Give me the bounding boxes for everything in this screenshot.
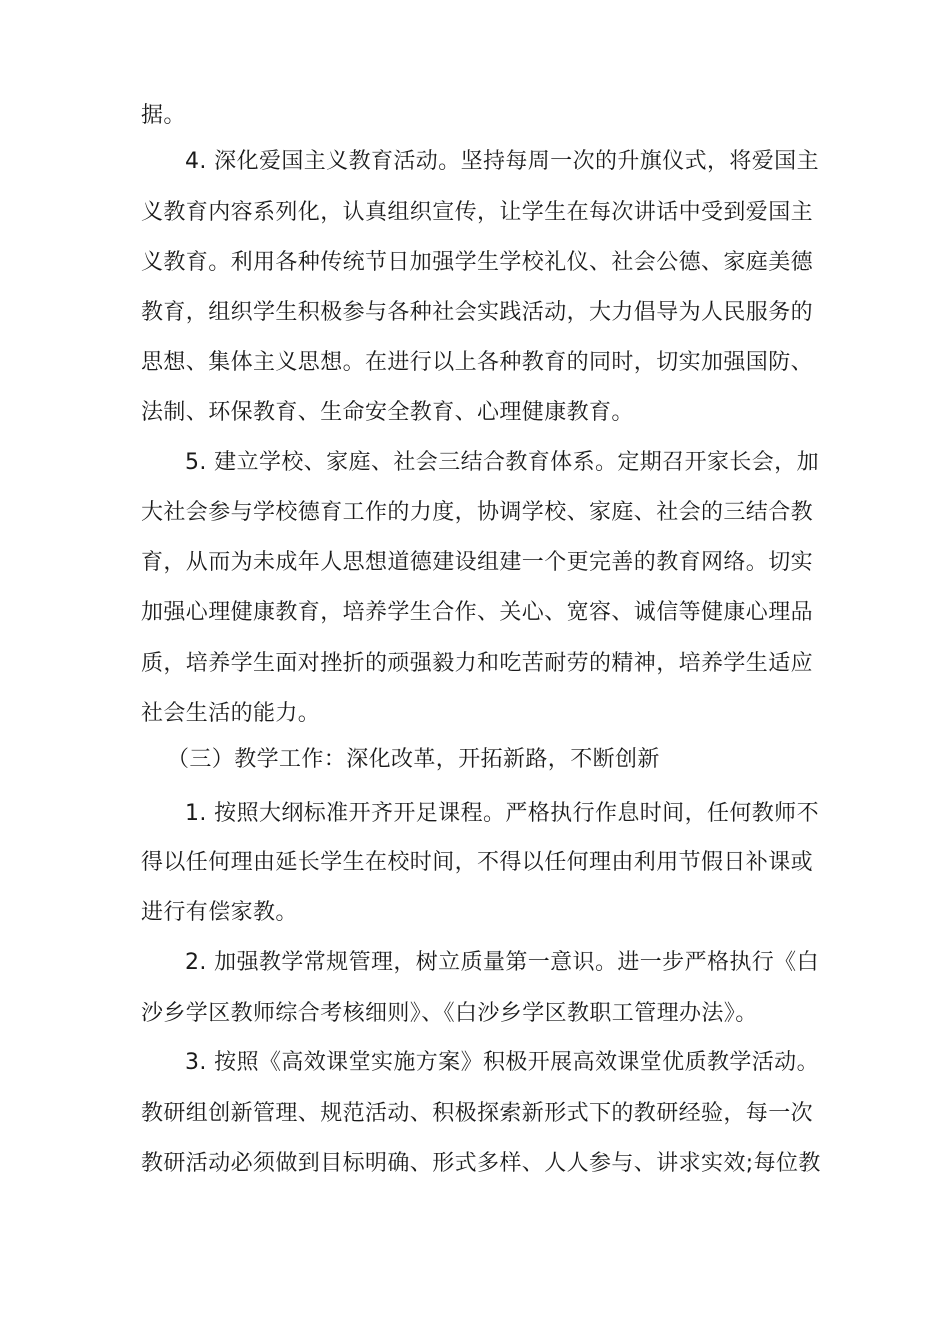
paragraph-line: 进行有偿家教。	[141, 900, 298, 925]
section-heading: （三）教学工作：深化改革，开拓新路，不断创新	[167, 747, 660, 772]
paragraph-line: 3. 按照《高效课堂实施方案》积极开展高效课堂优质教学活动。	[185, 1050, 819, 1075]
paragraph-line: 义教育。利用各种传统节日加强学生学校礼仪、社会公德、家庭美德	[141, 250, 814, 275]
paragraph-line: 2. 加强教学常规管理，树立质量第一意识。进一步严格执行《白	[185, 950, 819, 975]
paragraph-line: 教育，组织学生积极参与各种社会实践活动，大力倡导为人民服务的	[141, 300, 814, 325]
paragraph-line: 得以任何理由延长学生在校时间，不得以任何理由利用节假日补课或	[141, 850, 814, 875]
paragraph-line: 大社会参与学校德育工作的力度，协调学校、家庭、社会的三结合教	[141, 500, 814, 525]
paragraph-line: 社会生活的能力。	[141, 701, 321, 726]
paragraph-line: 5. 建立学校、家庭、社会三结合教育体系。定期召开家长会，加	[185, 450, 819, 475]
paragraph-line: 育，从而为未成年人思想道德建设组建一个更完善的教育网络。切实	[141, 550, 814, 575]
paragraph-line: 义教育内容系列化，认真组织宣传，让学生在每次讲话中受到爱国主	[141, 200, 814, 225]
paragraph-line: 加强心理健康教育，培养学生合作、关心、宽容、诚信等健康心理品	[141, 600, 814, 625]
paragraph-line: 4. 深化爱国主义教育活动。坚持每周一次的升旗仪式，将爱国主	[185, 149, 819, 174]
paragraph-line: 质，培养学生面对挫折的顽强毅力和吃苦耐劳的精神，培养学生适应	[141, 651, 814, 676]
paragraph-line: 据。	[141, 103, 186, 128]
paragraph-line: 法制、环保教育、生命安全教育、心理健康教育。	[141, 400, 634, 425]
paragraph-line: 教研活动必须做到目标明确、形式多样、人人参与、讲求实效;每位教	[141, 1151, 821, 1176]
paragraph-line: 教研组创新管理、规范活动、积极探索新形式下的教研经验，每一次	[141, 1101, 814, 1126]
paragraph-line: 沙乡学区教师综合考核细则》、《白沙乡学区教职工管理办法》。	[141, 1001, 758, 1026]
paragraph-line: 1. 按照大纲标准开齐开足课程。严格执行作息时间，任何教师不	[185, 801, 819, 826]
paragraph-line: 思想、集体主义思想。在进行以上各种教育的同时，切实加强国防、	[141, 350, 814, 375]
